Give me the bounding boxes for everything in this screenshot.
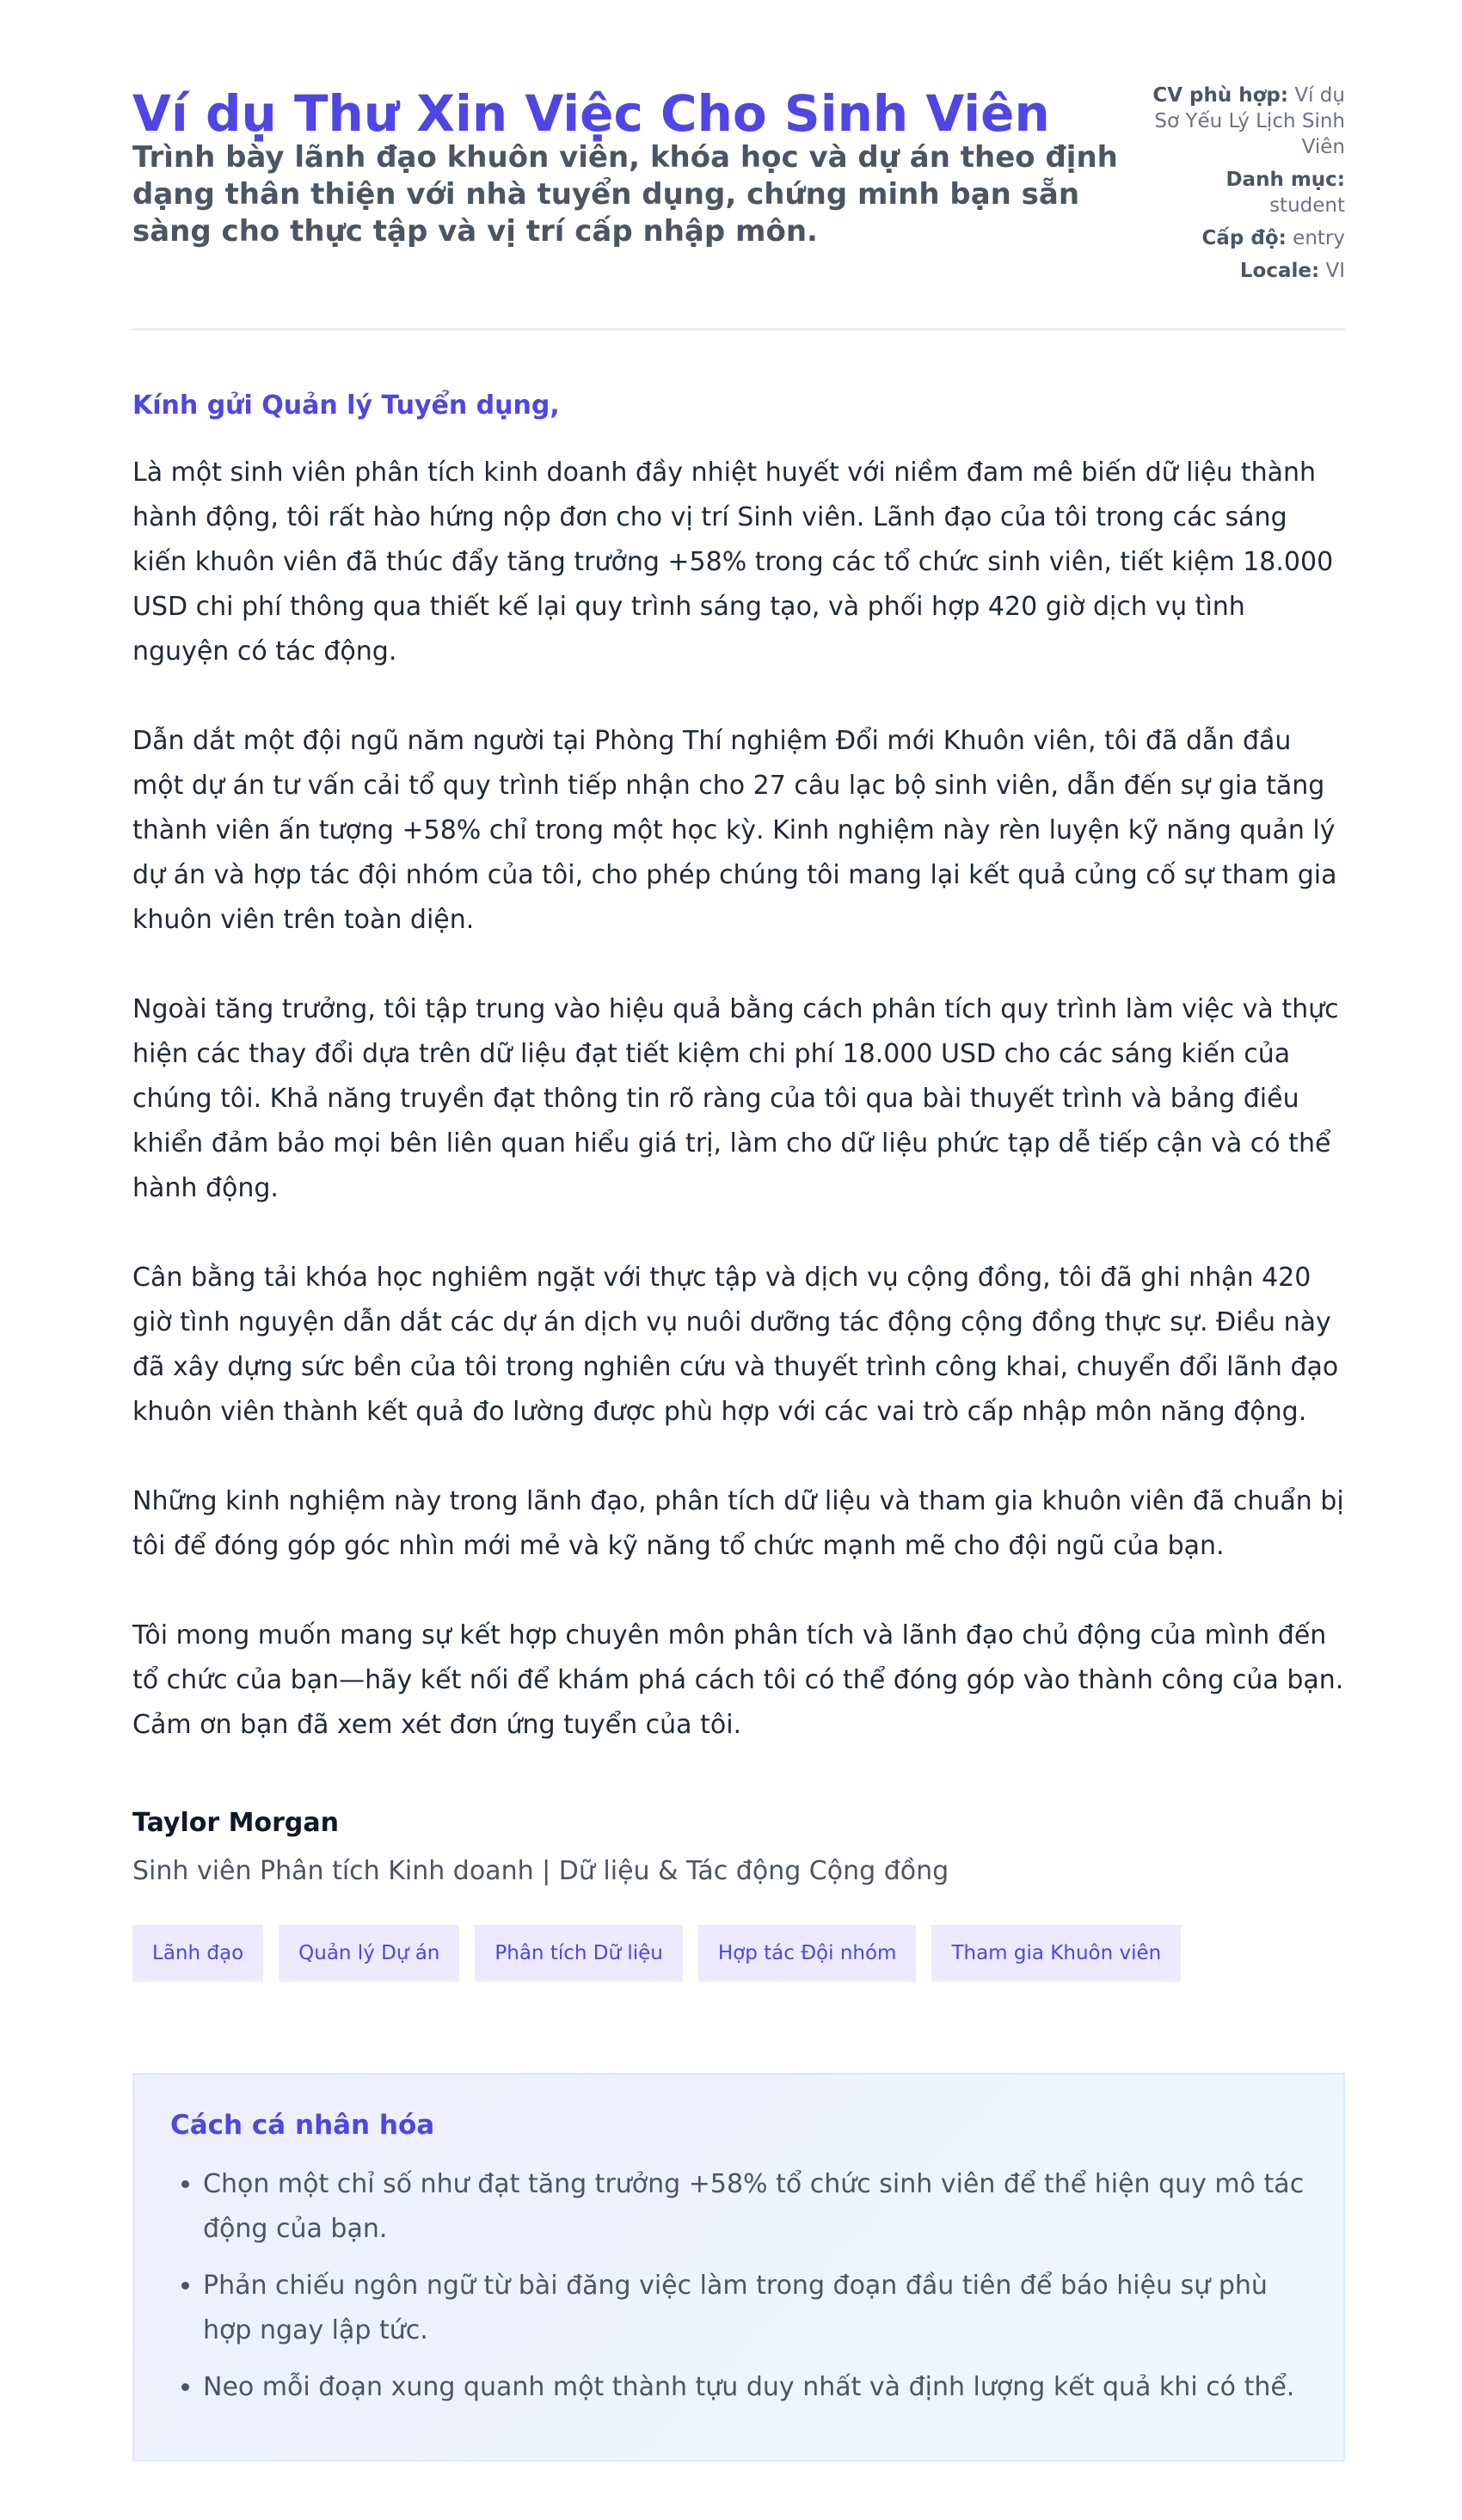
meta-level <box>1147 225 1345 251</box>
meta-level-label: Cấp độ: <box>1201 227 1287 249</box>
skill-tag: Hợp tác Đội nhóm <box>698 1925 917 1982</box>
skill-tag: Phân tích Dữ liệu <box>475 1925 682 1982</box>
signature-name: Taylor Morgan <box>132 1808 339 1838</box>
skill-tags <box>132 1925 1196 1982</box>
letter-greeting: Kính gửi Quản lý Tuyển dụng, <box>132 390 560 421</box>
tip-item: • Chọn một chỉ số như đạt tăng trưởng +58% tổ chức sinh viên để thể hiện quy mô tác động của bạn. <box>203 2162 1307 2252</box>
tips-title: Cách cá nhân hóa <box>170 2110 435 2141</box>
meta-cv-label: CV phù hợp: <box>1152 84 1289 107</box>
skill-tag: Tham gia Khuôn viên <box>931 1925 1181 1982</box>
meta-category-label: Danh mục: <box>1226 169 1345 191</box>
page-header <box>132 79 1345 330</box>
letter-paragraph: Là một sinh viên phân tích kinh doanh đầy nhiệt huyết với niềm đam mê biến dữ liệu thành hành động, tôi rất hào hứng nộp đơn cho vị trí Sinh viên. Lãnh đạo của tôi trong các sáng kiến khuôn viên đã thúc đẩy tăng trưởng +58% trong các tổ chức sinh viên, tiết kiệm 18.000 USD chi phí thông qua thiết kế lại quy trình sáng tạo, và phối hợp 420 giờ dịch vụ tình nguyện có tác động. <box>132 458 1334 667</box>
letter-paragraph: Cân bằng tải khóa học nghiêm ngặt với thực tập và dịch vụ cộng đồng, tôi đã ghi nhận 420 giờ tình nguyện dẫn dắt các dự án dịch vụ nuôi dưỡng tác động cộng đồng thực sự. Điều này đã xây dựng sức bền của tôi trong nghiên cứu và thuyết trình công khai, chuyển đổi lãnh đạo khuôn viên thành kết quả đo lường được phù hợp với các vai trò cấp nhập môn năng động. <box>132 1263 1339 1427</box>
meta-locale-label: Locale: <box>1239 260 1320 282</box>
meta-level-value: entry <box>1293 227 1345 249</box>
letter-body <box>132 380 1345 1894</box>
tips-list <box>170 2162 1307 2410</box>
page-subtitle: Trình bày lãnh đạo khuôn viên, khóa học và dự án theo định dạng thân thiện với nhà tuyển dụng, chứng minh bạn sẵn sàng cho thực tập và vị trí cấp nhập môn. <box>132 140 1118 249</box>
meta-category-value: student <box>1269 194 1345 217</box>
letter-paragraph: Ngoài tăng trưởng, tôi tập trung vào hiệu quả bằng cách phân tích quy trình làm việc và thực hiện các thay đổi dựa trên dữ liệu đạt tiết kiệm chi phí 18.000 USD cho các sáng kiến của chúng tôi. Khả năng truyền đạt thông tin rõ ràng của tôi qua bài thuyết trình và bảng điều khiển đảm bảo mọi bên liên quan hiểu giá trị, làm cho dữ liệu phức tạp dễ tiếp cận và có thể hành động. <box>132 994 1339 1203</box>
letter-paragraph: Tôi mong muốn mang sự kết hợp chuyên môn phân tích và lãnh đạo chủ động của mình đến tổ chức của bạn—hãy kết nối để khám phá cách tôi có thể đóng góp vào thành công của bạn. Cảm ơn bạn đã xem xét đơn ứng tuyển của tôi. <box>132 1620 1344 1740</box>
meta-locale-value: VI <box>1325 260 1345 282</box>
skill-tag: Lãnh đạo <box>132 1925 263 1982</box>
letter-paragraph: Những kinh nghiệm này trong lãnh đạo, phân tích dữ liệu và tham gia khuôn viên đã chuẩn bị tôi để đóng góp góc nhìn mới mẻ và kỹ năng tổ chức mạnh mẽ cho đội ngũ của bạn. <box>132 1486 1344 1561</box>
meta-category <box>1147 167 1345 218</box>
skill-tag: Quản lý Dự án <box>279 1925 459 1982</box>
page-title: Ví dụ Thư Xin Việc Cho Sinh Viên <box>132 84 1050 143</box>
meta-locale <box>1147 258 1345 284</box>
tip-item: • Phản chiếu ngôn ngữ từ bài đăng việc làm trong đoạn đầu tiên để báo hiệu sự phù hợp ngay lập tức. <box>203 2264 1307 2353</box>
meta-cv-value: Ví dụ Sơ Yếu Lý Lịch Sinh Viên <box>1154 84 1345 158</box>
meta-panel <box>1147 83 1345 291</box>
personalization-tips <box>132 2073 1345 2462</box>
tip-item: • Neo mỗi đoạn xung quanh một thành tựu duy nhất và định lượng kết quả khi có thể. <box>203 2365 1307 2410</box>
letter-paragraph: Dẫn dắt một đội ngũ năm người tại Phòng Thí nghiệm Đổi mới Khuôn viên, tôi đã dẫn đầu một dự án tư vấn cải tổ quy trình tiếp nhận cho 27 câu lạc bộ sinh viên, dẫn đến sự gia tăng thành viên ấn tượng +58% chỉ trong một học kỳ. Kinh nghiệm này rèn luyện kỹ năng quản lý dự án và hợp tác đội nhóm của tôi, cho phép chúng tôi mang lại kết quả củng cố sự tham gia khuôn viên trên toàn diện. <box>132 726 1337 935</box>
meta-cv <box>1147 83 1345 160</box>
signature-title: Sinh viên Phân tích Kinh doanh | Dữ liệu & Tác động Cộng đồng <box>132 1856 949 1886</box>
